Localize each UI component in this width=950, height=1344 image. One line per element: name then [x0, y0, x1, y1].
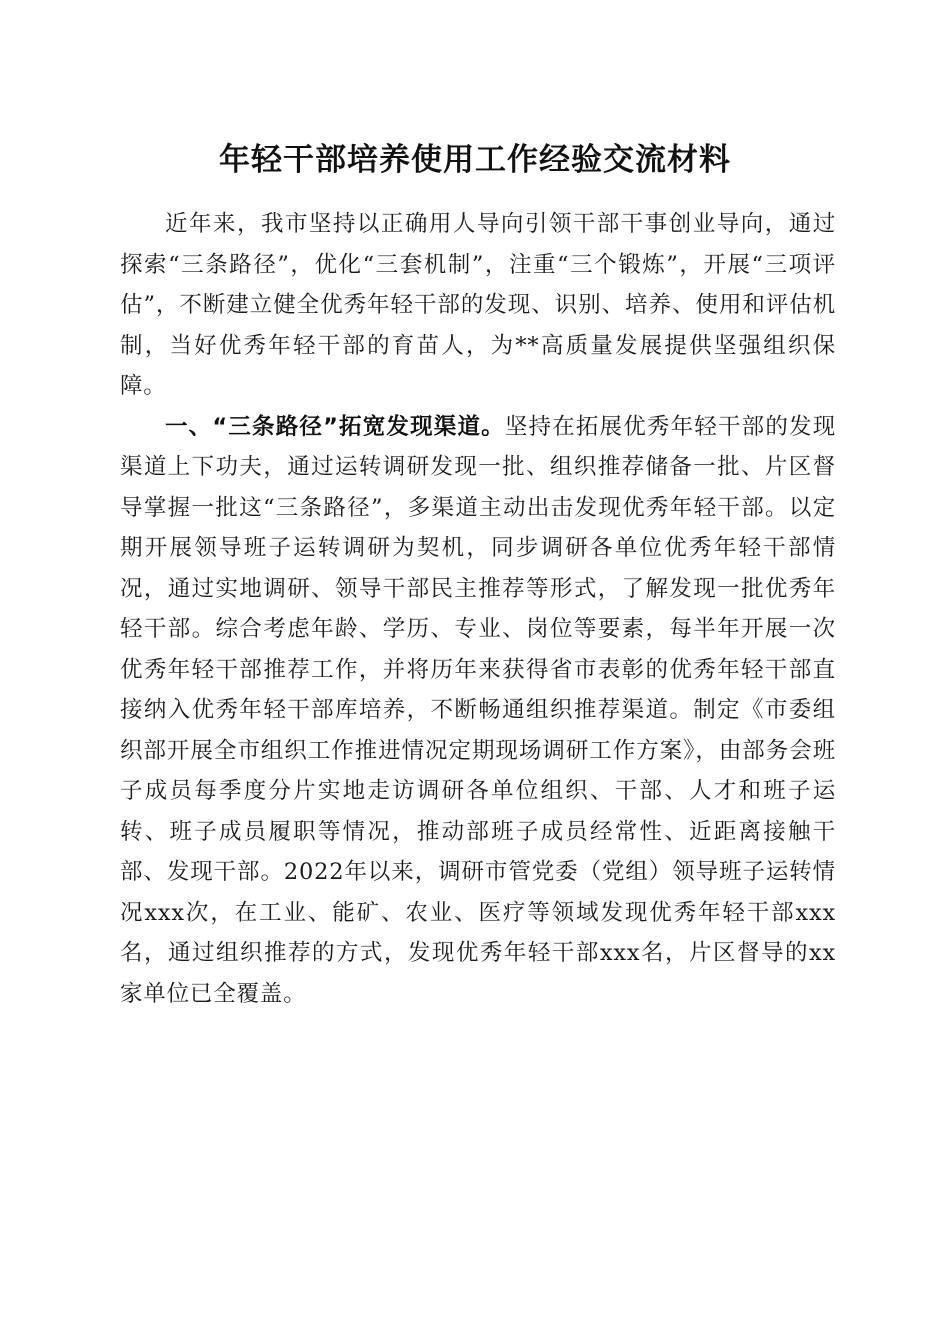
section-1-paragraph: [120, 407, 836, 1015]
document-body: [120, 204, 836, 1014]
intro-paragraph: 近年来，我市坚持以正确用人导向引领干部干事创业导向，通过探索“三条路径”，优化“三套机制”，注重“三个锻炼”，开展“三项评估”，不断建立健全优秀年轻干部的发现、识别、培养、使用和评估机制，当好优秀年轻干部的育苗人，为**高质量发展提供坚强组织保障。: [120, 211, 836, 399]
section-1-body: 坚持在拓展优秀年轻干部的发现渠道上下功夫，通过运转调研发现一批、组织推荐储备一批、片区督导掌握一批这“三条路径”，多渠道主动出击发现优秀年轻干部。以定期开展领导班子运转调研为契机，同步调研各单位优秀年轻干部情况，通过实地调研、领导干部民主推荐等形式，了解发现一批优秀年轻干部。综合考虑年龄、学历、专业、岗位等要素，每半年开展一次优秀年轻干部推荐工作，并将历年来获得省市表彰的优秀年轻干部直接纳入优秀年轻干部库培养，不断畅通组织推荐渠道。制定《市委组织部开展全市组织工作推进情况定期现场调研工作方案》，由部务会班子成员每季度分片实地走访调研各单位组织、干部、人才和班子运转、班子成员履职等情况，推动部班子成员经常性、近距离接触干部、发现干部。2022年以来，调研市管党委（党组）领导班子运转情况xxx次，在工业、能矿、农业、医疗等领域发现优秀年轻干部xxx名，通过组织推荐的方式，发现优秀年轻干部xxx名，片区督导的xx家单位已全覆盖。: [120, 413, 837, 1007]
document-title: 年轻干部培养使用工作经验交流材料: [219, 142, 731, 178]
section-1-heading: 一、“三条路径”拓宽发现渠道。: [165, 413, 505, 440]
